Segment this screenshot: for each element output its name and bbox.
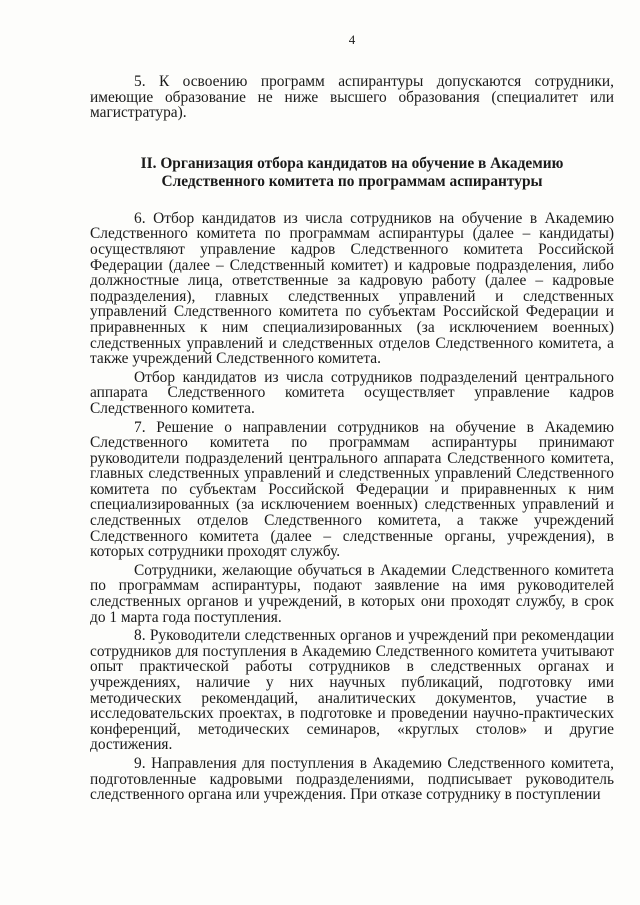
paragraph-7-application: Сотрудники, желающие обучаться в Академии Следственного комитета по программам аспирантуры, подают заявление на имя руководителей следственных органов и учреждений, в которых они проходят службу, в срок до 1 марта года поступления. [90, 561, 614, 626]
paragraph-7: 7. Решение о направлении сотрудников на обучение в Академию Следственного комитета по программам аспирантуры принимают руководители подразделений центрального аппарата Следственного комитета, главных следственных управлений и следственных управлений Следственного комитета по субъектам Российской Федерации и приравненных к ним специализированных (за исключением военных) следственных управлений и следственных отделов Следственного комитета, а также учреждений Следственного комитета (далее – следственные органы, учреждения), в которых сотрудники проходят службу. [90, 418, 614, 561]
paragraph-6: 6. Отбор кандидатов из числа сотрудников на обучение в Академию Следственного комитета по программам аспирантуры (далее – кандидаты) осуществляют управление кадров Следственного комитета Российской Федерации (далее – Следственный комитет) и кадровые подразделения, либо должностные лица, ответственные за кадровую работу (далее – кадровые подразделения), главных следственных управлений и следственных управлений Следственного комитета по субъектам Российской Федерации и приравненных к ним специализированных (за исключением военных) следственных управлений и следственных отделов Следственного комитета, а также учреждений Следственного комитета. [90, 209, 614, 368]
paragraph-6-selection: Отбор кандидатов из числа сотрудников подразделений центрального аппарата Следственного комитета осуществляет управление кадров Следственного комитета. [90, 368, 614, 417]
section-heading: II. Организация отбора кандидатов на обучение в Академию Следственного комитета по программам аспирантуры [140, 154, 564, 190]
paragraph-8: 8. Руководители следственных органов и учреждений при рекомендации сотрудников для поступления в Академию Следственного комитета учитывают опыт практической работы сотрудников в следственных органах и учреждениях, наличие у них научных публикаций, подготовку ими методических рекомендаций, аналитических документов, участие в исследовательских проектах, в подготовке и проведении научно-практических конференций, методических семинаров, «круглых столов» и другие достижения. [90, 627, 614, 754]
paragraph-5: 5. К освоению программ аспирантуры допускаются сотрудники, имеющие образование не ниже высшего образования (специалитет или магистратура). [90, 73, 614, 122]
page-number: 4 [348, 32, 356, 47]
paragraph-9: 9. Направления для поступления в Академию Следственного комитета, подготовленные кадровыми подразделениями, подписывает руководитель следственного органа или учреждения. При отказе сотруднику в поступлении [90, 754, 614, 804]
